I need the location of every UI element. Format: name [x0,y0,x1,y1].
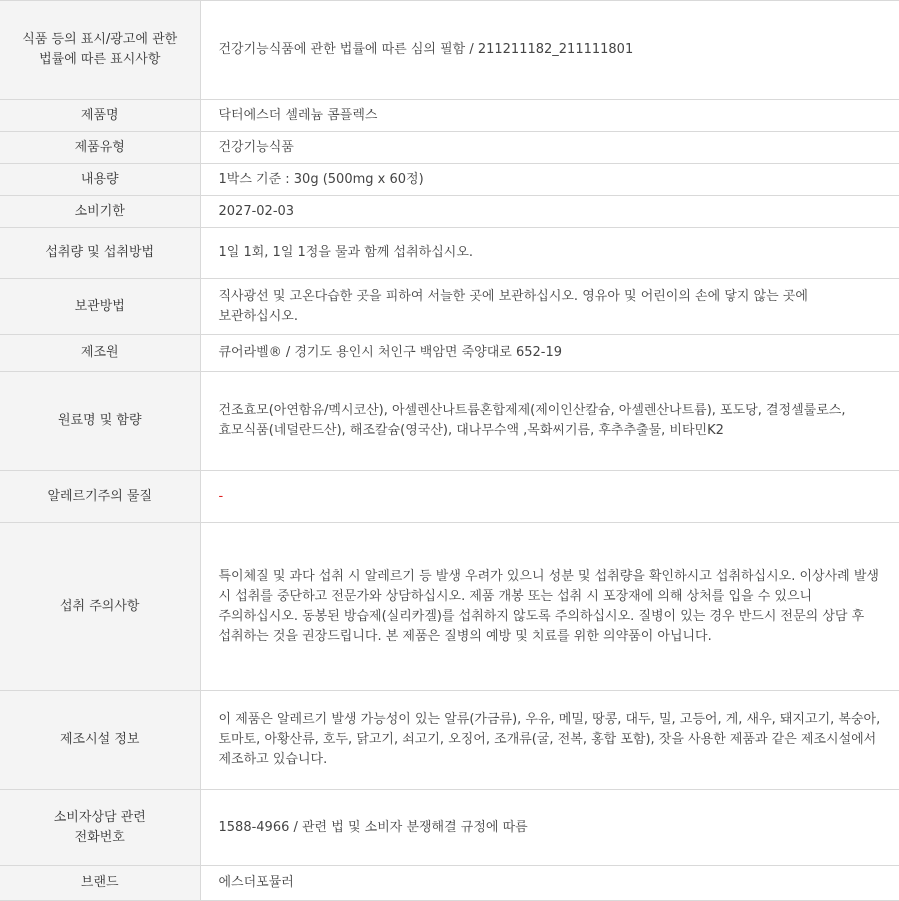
row-label-line: 법률에 따른 표시사항 [39,52,161,67]
row-value-product-name: 닥터에스더 셀레늄 콤플렉스 [200,100,899,132]
row-label-line: 전화번호 [74,829,125,845]
row-label-facility-info: 제조시설 정보 [0,691,200,790]
table-row [0,471,899,523]
table-row [0,866,899,901]
table-row [0,279,899,335]
row-label-line: 소비자상담 관련 [53,809,146,825]
row-label-ingredients: 원료명 및 함량 [0,372,200,471]
table-row [0,523,899,691]
row-label-allergen: 알레르기주의 물질 [0,471,200,523]
row-label-product-type: 제품유형 [0,132,200,164]
row-label-storage: 보관방법 [0,279,200,335]
row-value-labeling-law: 건강기능식품에 관한 법률에 따른 심의 필함 / 211211182_211111801 [200,1,899,100]
row-value-consumer-phone: 1588-4966 / 관련 법 및 소비자 분쟁해결 규정에 따름 [200,790,899,866]
table-row [0,132,899,164]
table-row [0,164,899,196]
row-value-content-amount: 1박스 기준 : 30g (500mg x 60정) [200,164,899,196]
row-label-labeling-law [0,1,200,100]
row-label-intake-method: 섭취량 및 섭취방법 [0,228,200,279]
row-value-product-type: 건강기능식품 [200,132,899,164]
table-row [0,335,899,372]
table-row [0,790,899,866]
row-value-storage: 직사광선 및 고온다습한 곳을 피하여 서늘한 곳에 보관하십시오. 영유아 및 어린이의 손에 닿지 않는 곳에 보관하십시오. [200,279,899,335]
row-value-expiry: 2027-02-03 [200,196,899,228]
row-label-product-name: 제품명 [0,100,200,132]
table-row [0,372,899,471]
table-row [0,100,899,132]
row-value-intake-cautions: 특이체질 및 과다 섭취 시 알레르기 등 발생 우려가 있으니 성분 및 섭취량을 확인하시고 섭취하십시오. 이상사례 발생 시 섭취를 중단하고 전문가와 상담하십시오. 제품 개봉 또는 섭취 시 포장재에 의해 상처를 입을 수 있으니 주의하십시오. 동봉된 방습제(실리카겔)를 섭취하지 않도록 주의하십시오. 질병이 있는 경우 반드시 전문의 상담 후 섭취하는 것을 권장드립니다. 본 제품은 질병의 예방 및 치료를 위한 의약품이 아닙니다. [200,523,899,691]
table-row [0,196,899,228]
row-label-content-amount: 내용량 [0,164,200,196]
row-value-facility-info: 이 제품은 알레르기 발생 가능성이 있는 알류(가금류), 우유, 메밀, 땅콩, 대두, 밀, 고등어, 게, 새우, 돼지고기, 복숭아, 토마토, 아황산류, 호두, 닭고기, 쇠고기, 오징어, 조개류(굴, 전복, 홍합 포함), 잣을 사용한 제품과 같은 제조시설에서 제조하고 있습니다. [200,691,899,790]
row-label-line: 식품 등의 표시/광고에 관한 [22,32,178,47]
table-row [0,228,899,279]
row-label-manufacturer: 제조원 [0,335,200,372]
row-value-manufacturer: 큐어라벨® / 경기도 용인시 처인구 백암면 죽양대로 652-19 [200,335,899,372]
table-row [0,1,899,100]
row-label-brand: 브랜드 [0,866,200,901]
row-value-brand: 에스더포뮬러 [200,866,899,901]
row-label-consumer-phone [0,790,200,866]
row-value-allergen: - [200,471,899,523]
table-row [0,691,899,790]
row-value-ingredients: 건조효모(아연함유/멕시코산), 아셀렌산나트륨혼합제제(제이인산칼슘, 아셀렌산나트륨), 포도당, 결정셀룰로스, 효모식품(네덜란드산), 해조칼슘(영국산), 대나무수액 ,목화씨기름, 후추추출물, 비타민K2 [200,372,899,471]
row-label-intake-cautions: 섭취 주의사항 [0,523,200,691]
row-value-intake-method: 1일 1회, 1일 1정을 물과 함께 섭취하십시오. [200,228,899,279]
row-label-expiry: 소비기한 [0,196,200,228]
